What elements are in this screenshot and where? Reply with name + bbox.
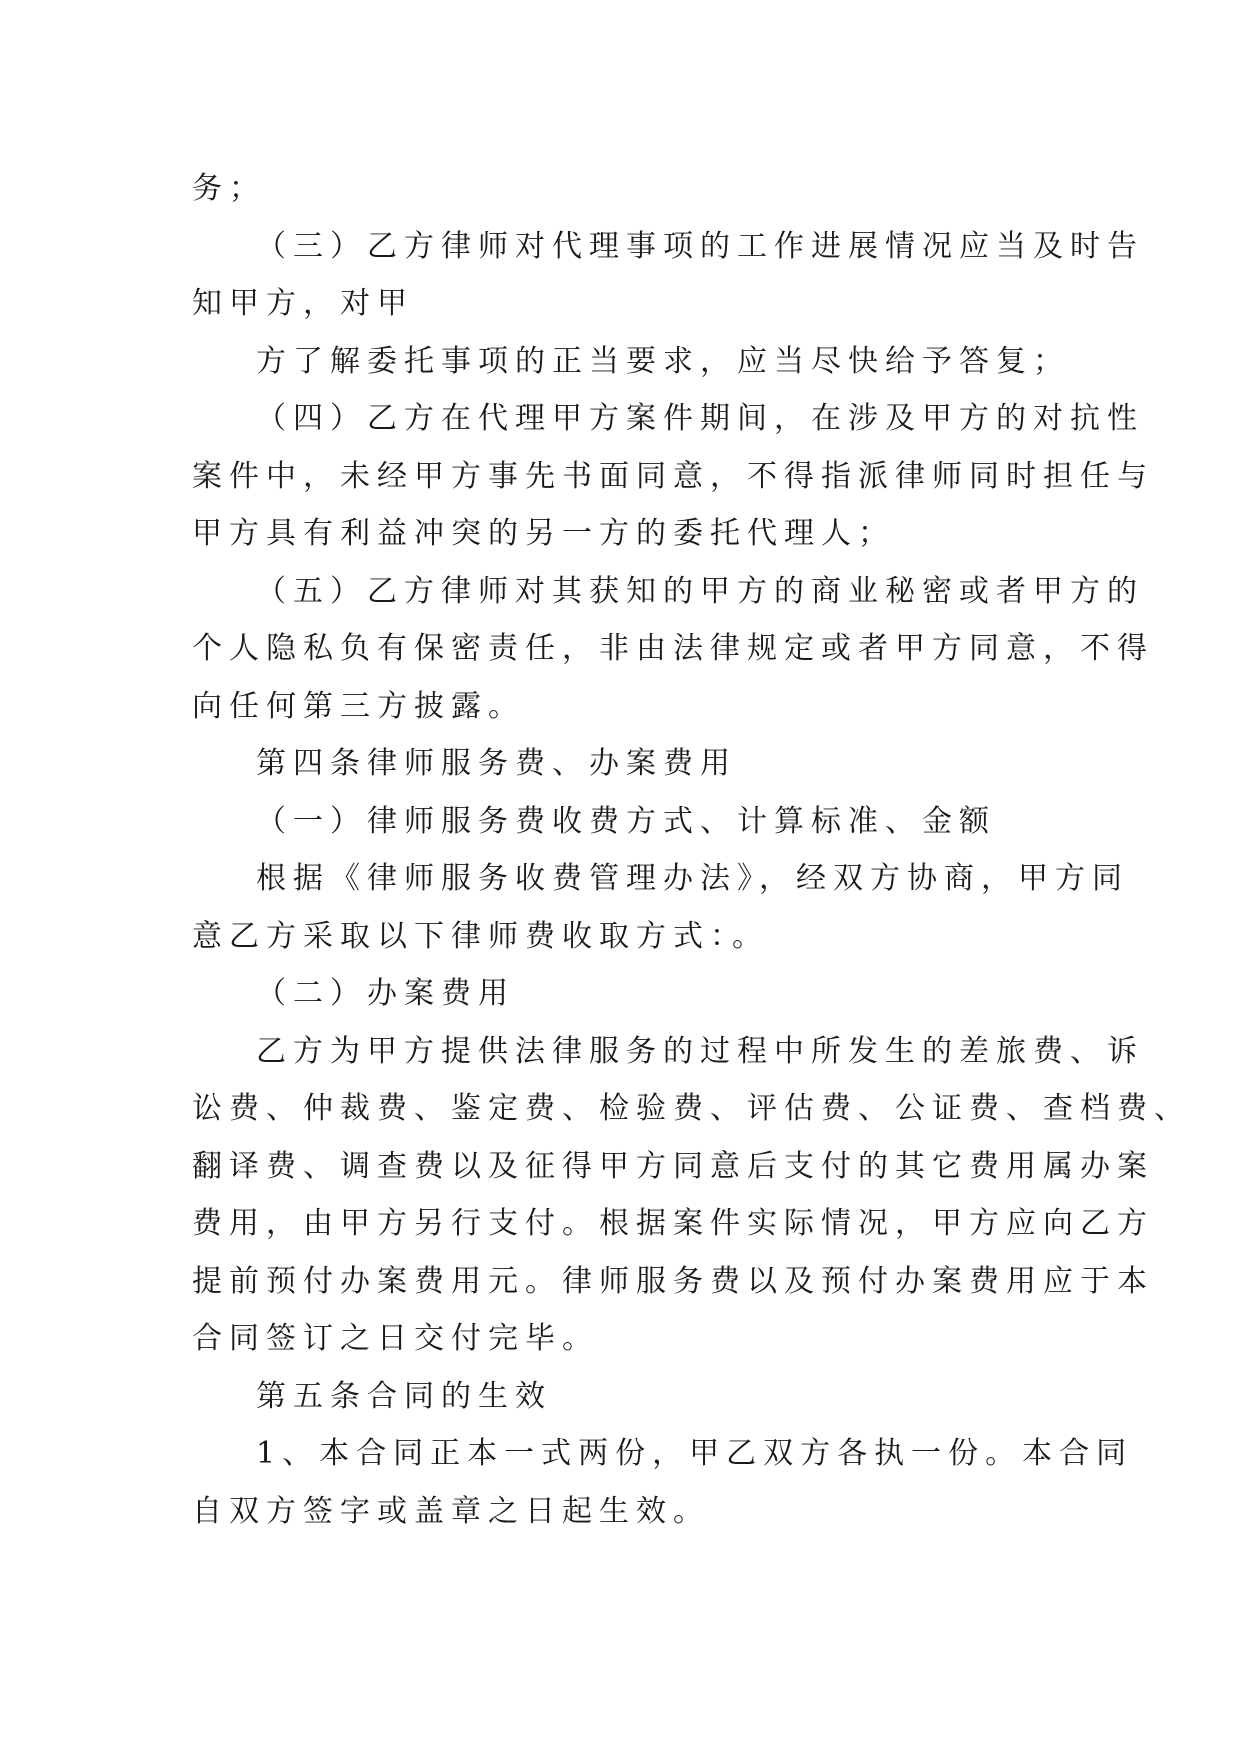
text-line: 方了解委托事项的正当要求，应当尽快给予答复； — [256, 343, 1070, 379]
document-body — [192, 160, 1191, 1540]
text-line: 提前预付办案费用元。律师服务费以及预付办案费用应于本 — [192, 1263, 1154, 1299]
section-heading: 第五条合同的生效 — [256, 1378, 552, 1414]
section-heading: 第四条律师服务费、办案费用 — [256, 746, 737, 781]
text-line: 务； — [192, 171, 266, 206]
text-line: 案件中，未经甲方事先书面同意，不得指派律师同时担任与 — [192, 458, 1154, 494]
text-line: （二）办案费用 — [256, 976, 515, 1011]
text-line: 个人隐私负有保密责任，非由法律规定或者甲方同意，不得 — [192, 631, 1154, 666]
text-line: 意乙方采取以下律师费收取方式：。 — [192, 918, 769, 954]
text-line: （一）律师服务费收费方式、计算标准、金额 — [256, 803, 996, 839]
text-line: 1、本合同正本一式两份，甲乙双方各执一份。本合同 — [256, 1436, 1134, 1471]
text-line: 向任何第三方披露。 — [192, 688, 525, 724]
text-line: 翻译费、调查费以及征得甲方同意后支付的其它费用属办案 — [192, 1148, 1154, 1184]
text-line: 知甲方，对甲 — [192, 286, 414, 321]
text-line: （四）乙方在代理甲方案件期间，在涉及甲方的对抗性 — [256, 401, 1144, 436]
text-line: 自双方签字或盖章之日起生效。 — [192, 1493, 710, 1529]
text-line: 甲方具有利益冲突的另一方的委托代理人； — [192, 516, 895, 551]
text-line: 费用，由甲方另行支付。根据案件实际情况，甲方应向乙方 — [192, 1206, 1154, 1241]
text-line: 根据《律师服务收费管理办法》，经双方协商，甲方同 — [256, 861, 1129, 896]
text-line: （五）乙方律师对其获知的甲方的商业秘密或者甲方的 — [256, 573, 1144, 609]
text-line: 乙方为甲方提供法律服务的过程中所发生的差旅费、诉 — [256, 1033, 1144, 1069]
text-line: （三）乙方律师对代理事项的工作进展情况应当及时告 — [256, 228, 1144, 264]
text-line: 合同签订之日交付完毕。 — [192, 1321, 599, 1356]
text-line: 讼费、仲裁费、鉴定费、检验费、评估费、公证费、查档费、 — [192, 1091, 1191, 1126]
